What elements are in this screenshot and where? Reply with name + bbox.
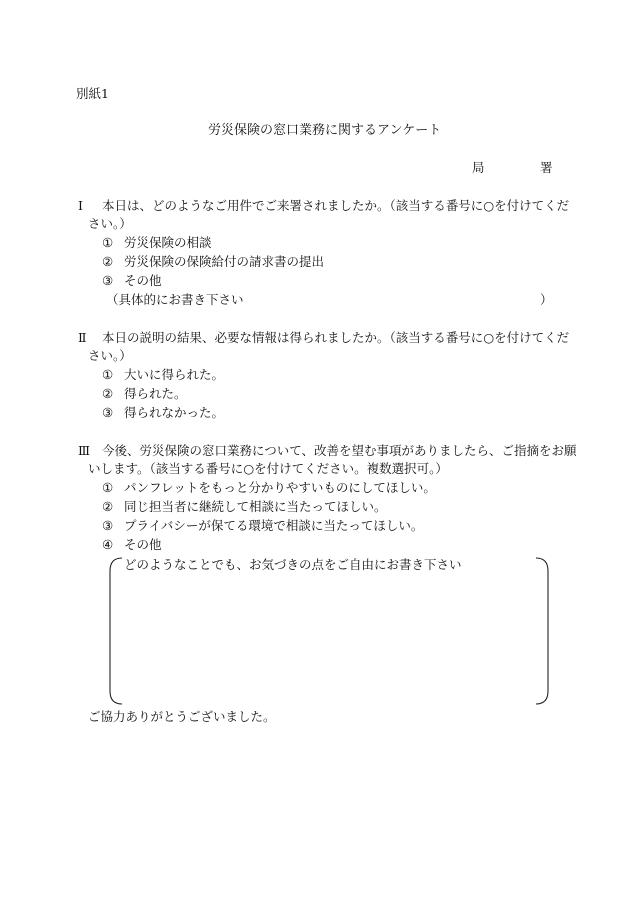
question-3-text-line2: いします。（該当する番号に○を付けてください。複数選択可。） [88,461,448,476]
q1-other-open: （具体的にお書き下さい [106,292,244,307]
q1-option-3-label: その他 [124,273,162,288]
question-2-text-line2: さい。） [88,348,132,363]
question-2-number: Ⅱ [78,330,87,345]
q1-option-2-num[interactable]: ② [102,254,114,269]
q2-option-1-num[interactable]: ① [102,367,114,382]
q3-option-1-label: パンフレットをもっと分かりやすいものにしてほしい。 [124,480,436,495]
question-1-text-line2: さい。） [88,216,132,231]
page-title: 労災保険の窓口業務に関するアンケート [208,123,442,138]
question-1-number: Ⅰ [78,198,83,213]
q3-option-4-num[interactable]: ④ [102,537,114,552]
closing-message: ご協力ありがとうございました。 [88,709,276,724]
office-bureau: 局 [472,160,485,175]
office-station: 署 [540,160,553,175]
doc-label: 別紙1 [76,86,109,101]
q3-option-2-label: 同じ担当者に継続して相談に当たってほしい。 [124,499,387,514]
q2-option-2-num[interactable]: ② [102,386,114,401]
q2-option-3-num[interactable]: ③ [102,405,114,420]
free-text-area[interactable] [108,557,550,705]
q3-option-3-num[interactable]: ③ [102,518,114,533]
question-1-text-line1: 本日は、どのようなご用件でご来署されましたか。（該当する番号に○を付けてくだ [102,198,570,213]
q1-option-1-label: 労災保険の相談 [124,235,212,250]
q2-option-1-label: 大いに得られた。 [124,367,225,382]
q2-option-2-label: 得られた。 [124,386,187,401]
q3-option-4-label: その他 [124,537,162,552]
free-text-prompt: どのようなことでも、お気づきの点をご自由にお書き下さい [124,557,462,572]
q1-other-close: ） [540,292,553,307]
q3-option-1-num[interactable]: ① [102,480,114,495]
q1-option-3-num[interactable]: ③ [102,273,114,288]
q1-option-1-num[interactable]: ① [102,235,114,250]
question-2-text-line1: 本日の説明の結果、必要な情報は得られましたか。（該当する番号に○を付けてくだ [102,330,570,345]
q2-option-3-label: 得られなかった。 [124,405,225,420]
question-3-text-line1: 今後、労災保険の窓口業務について、改善を望む事項がありましたら、ご指摘をお願 [102,443,577,458]
bracket-lines [108,557,550,705]
q3-option-2-num[interactable]: ② [102,499,114,514]
q3-option-3-label: プライバシーが保てる環境で相談に当たってほしい。 [124,518,424,533]
q1-option-2-label: 労災保険の保険給付の請求書の提出 [124,254,325,269]
question-3-number: Ⅲ [78,443,91,458]
